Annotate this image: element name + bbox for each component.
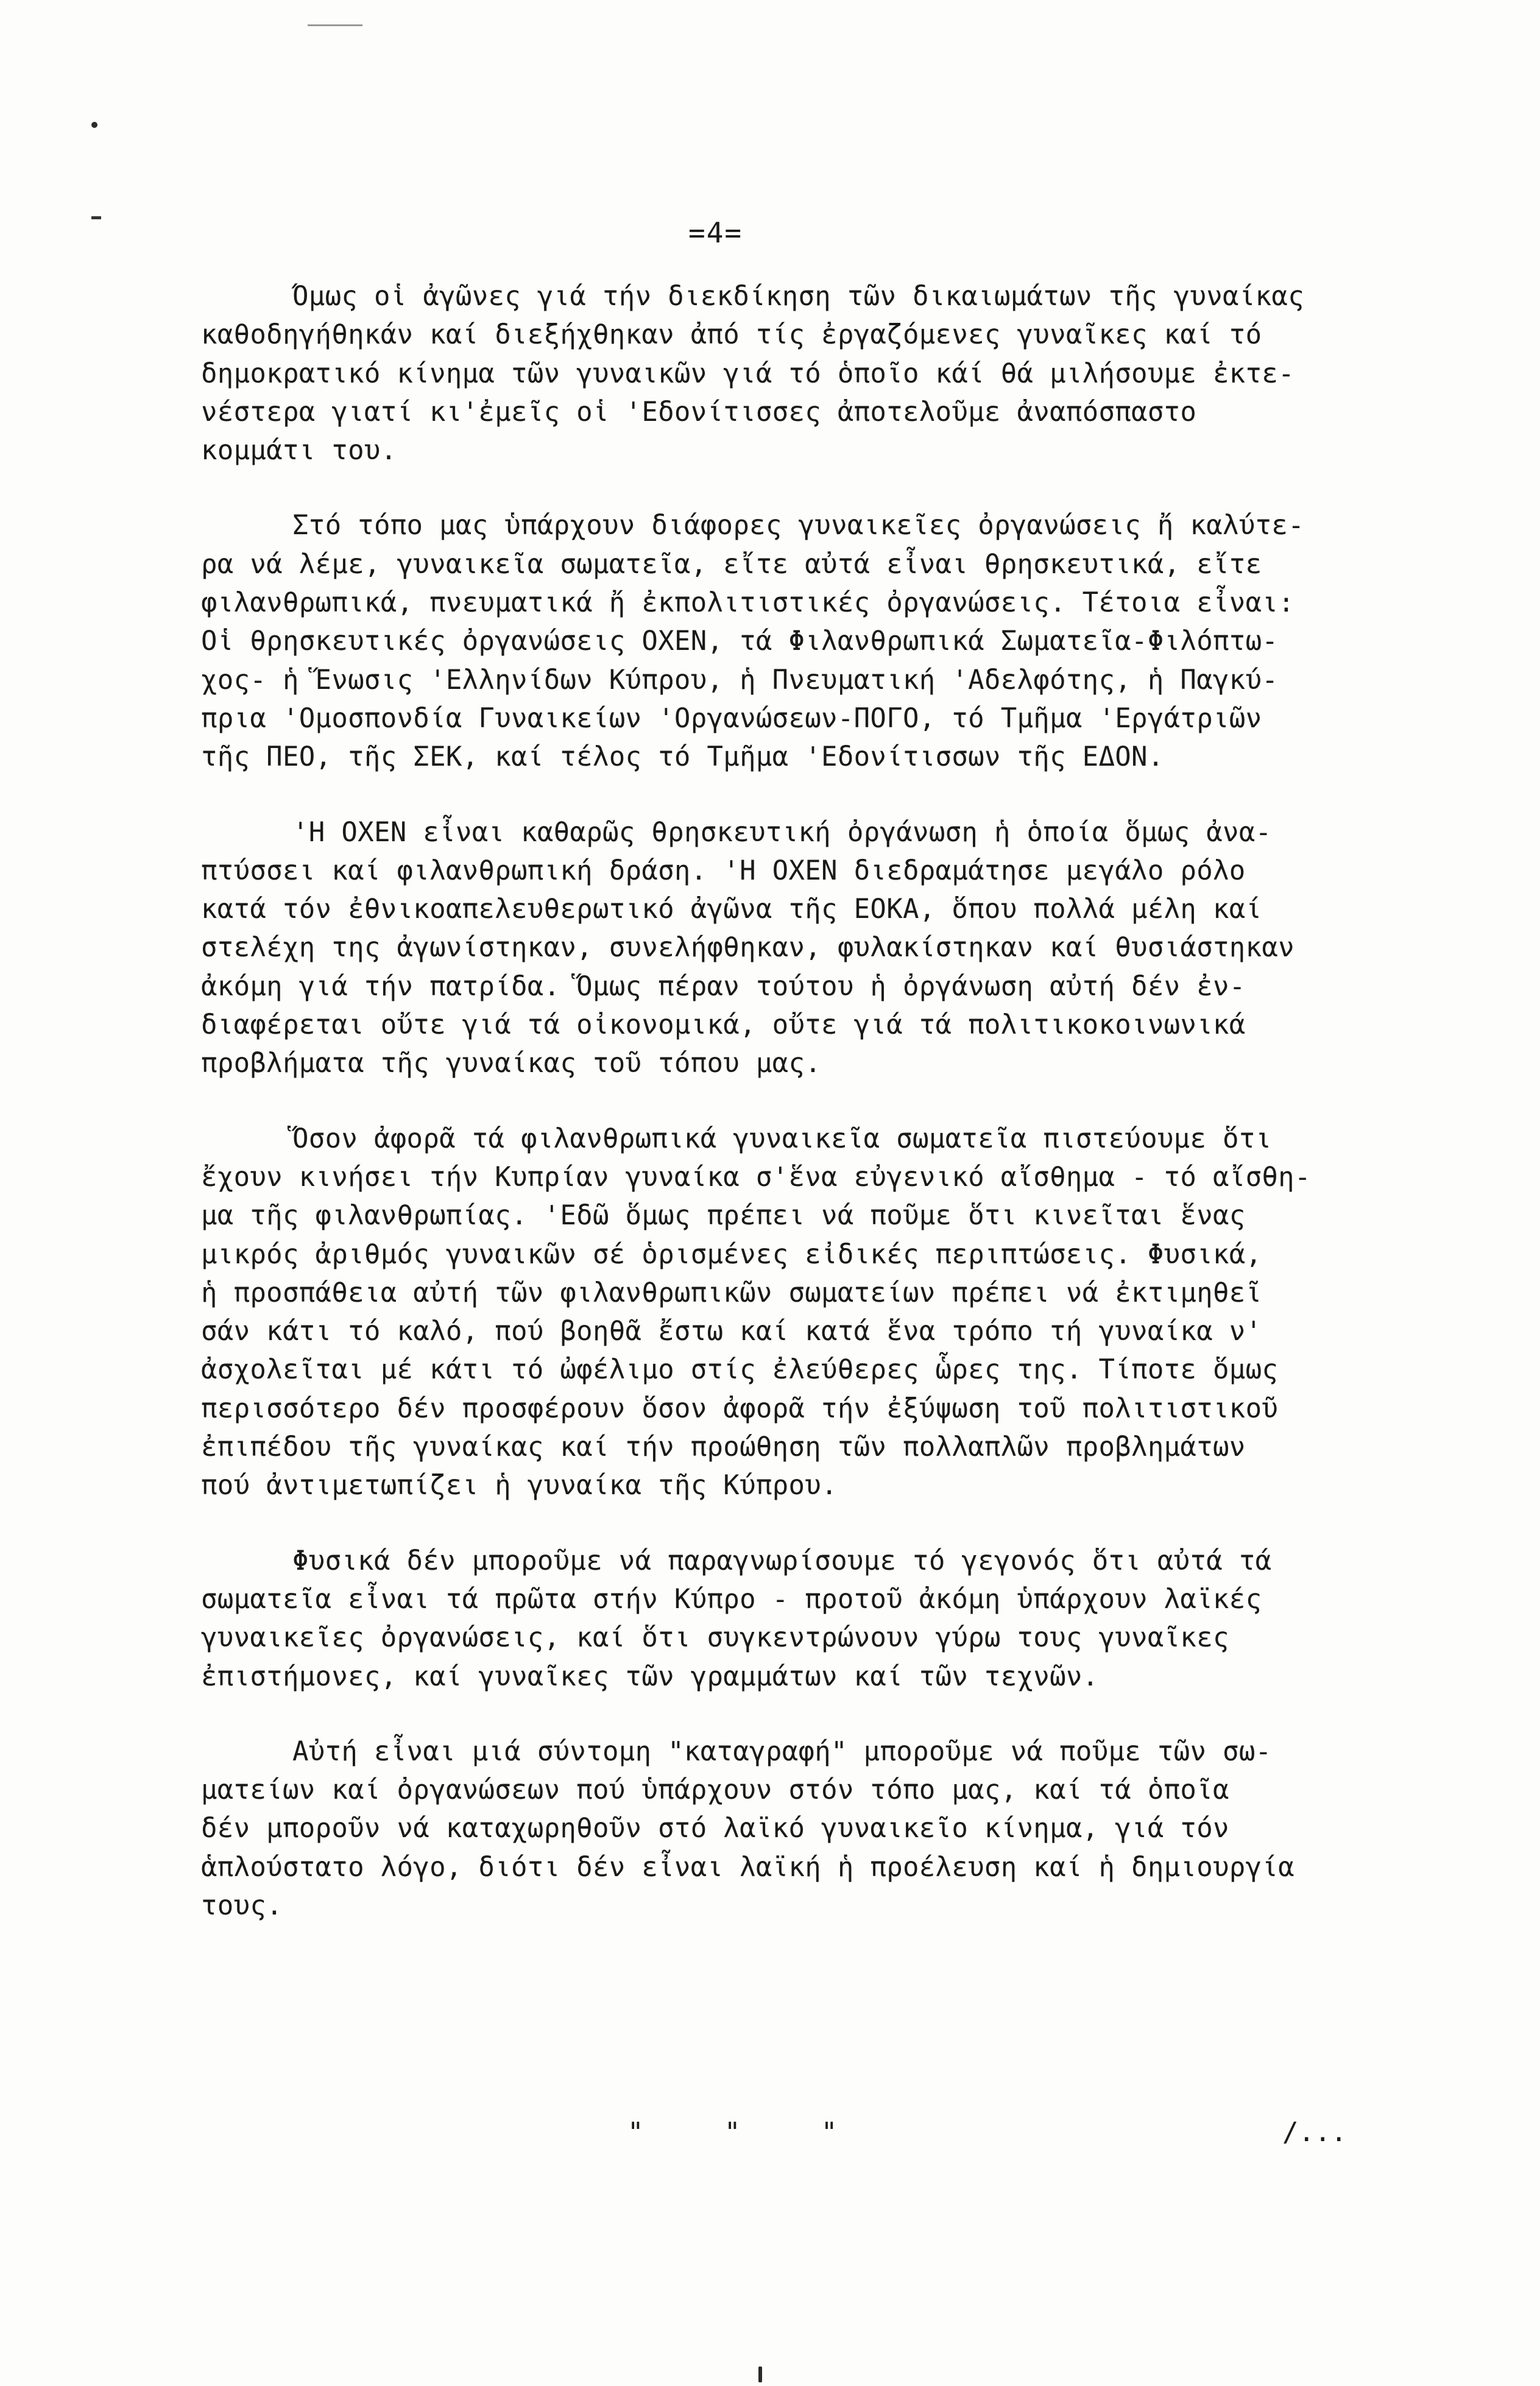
text-line: Αὐτή εἶναι μιά σύντομη "καταγραφή" μποροῦμε νά ποῦμε τῶν σω- — [292, 1735, 1272, 1767]
text-line: δημοκρατικό κίνημα τῶν γυναικῶν γιά τό ὁποῖο κάί θά μιλήσουμε ἐκτε- — [201, 358, 1295, 389]
paragraph-organizations — [201, 506, 1432, 776]
text-line: φιλανθρωπικά, πνευματικά ἤ ἐκπολιτιστικές ὀργανώσεις. Τέτοια εἶναι: — [201, 587, 1295, 619]
text-line: ἐπιστήμονες, καί γυναῖκες τῶν γραμμάτων καί τῶν τεχνῶν. — [201, 1661, 1099, 1692]
paragraph-summary — [201, 1732, 1432, 1925]
scan-mark — [91, 216, 101, 219]
scan-mark — [308, 24, 362, 26]
page-number: =4= — [688, 216, 743, 249]
text-line: καθοδηγήθηκάν καί διεξήχθηκαν ἀπό τίς ἐργαζόμενες γυναῖκες καί τό — [201, 319, 1262, 351]
text-line: μικρός ἀριθμός γυναικῶν σέ ὁρισμένες εἰδικές περιπτώσεις. Φυσικά, — [201, 1238, 1262, 1270]
closing-marks: " " " — [627, 2117, 838, 2148]
text-line: ἔχουν κινήσει τήν Κυπρίαν γυναίκα σ'ἕνα εὐγενικό αἴσθημα - τό αἴσθη- — [201, 1161, 1311, 1193]
paragraph-recognition — [201, 1542, 1432, 1696]
text-line: Όμως οἱ ἀγῶνες γιά τήν διεκδίκηση τῶν δικαιωμάτων τῆς γυναίκας — [292, 281, 1304, 312]
text-line: 'Η ΟΧΕΝ εἶναι καθαρῶς θρησκευτική ὀργάνωση ἡ ὁποία ὅμως ἀνα- — [292, 816, 1272, 848]
body-text — [201, 277, 1432, 1961]
text-line: περισσότερο δέν προσφέρουν ὅσον ἀφορᾶ τήν ἐξύψωση τοῦ πολιτιστικοῦ — [201, 1392, 1279, 1424]
scan-speck — [758, 2367, 762, 2382]
scan-speck — [91, 122, 97, 128]
text-line: διαφέρεται οὔτε γιά τά οἰκονομικά, οὔτε γιά τά πολιτικοκοινωνικά — [201, 1009, 1246, 1041]
text-line: προβλήματα τῆς γυναίκας τοῦ τόπου μας. — [201, 1048, 822, 1079]
text-line: χος- ἡ Ἕνωσις 'Ελληνίδων Κύπρου, ἡ Πνευματική 'Αδελφότης, ἡ Παγκύ- — [201, 664, 1279, 696]
paragraph-oxen — [201, 813, 1432, 1083]
text-line: ρα νά λέμε, γυναικεῖα σωματεῖα, εἴτε αὐτά εἶναι θρησκευτικά, εἴτε — [201, 548, 1262, 580]
continuation-marker: /... — [1282, 2117, 1347, 2148]
text-line: ἡ προσπάθεια αὐτή τῶν φιλανθρωπικῶν σωματείων πρέπει νά ἐκτιμηθεῖ — [201, 1277, 1262, 1308]
paragraph-struggles — [201, 277, 1432, 470]
text-line: πού ἀντιμετωπίζει ἡ γυναίκα τῆς Κύπρου. — [201, 1470, 838, 1502]
paragraph-charity — [201, 1120, 1432, 1505]
text-line: τους. — [201, 1890, 283, 1921]
text-line: ἐπιπέδου τῆς γυναίκας καί τήν προώθηση τῶν πολλαπλῶν προβλημάτων — [201, 1431, 1246, 1463]
text-line: ἀσχολεῖται μέ κάτι τό ὠφέλιμο στίς ἐλεύθερες ὧρες της. Τίποτε ὅμως — [201, 1354, 1279, 1386]
text-line: κομμάτι του. — [201, 435, 397, 467]
text-line: γυναικεῖες ὀργανώσεις, καί ὅτι συγκεντρώνουν γύρω τους γυναῖκες — [201, 1622, 1229, 1654]
text-line: Ὅσον ἀφορᾶ τά φιλανθρωπικά γυναικεῖα σωματεῖα πιστεύουμε ὅτι — [292, 1123, 1272, 1154]
text-line: δέν μποροῦν νά καταχωρηθοῦν στό λαϊκό γυναικεῖο κίνημα, γιά τόν — [201, 1813, 1229, 1844]
text-line: Οἱ θρησκευτικές ὀργανώσεις ΟΧΕΝ, τά Φιλανθρωπικά Σωματεῖα-Φιλόπτω- — [201, 626, 1279, 657]
text-line: μα τῆς φιλανθρωπίας. 'Εδῶ ὅμως πρέπει νά ποῦμε ὅτι κινεῖται ἕνας — [201, 1200, 1246, 1232]
text-line: νέστερα γιατί κι'ἐμεῖς οἱ 'Εδονίτισσες ἀποτελοῦμε ἀναπόσπαστο — [201, 396, 1197, 428]
text-line: ματείων καί ὀργανώσεων πού ὑπάρχουν στόν τόπο μας, καί τά ὁποῖα — [201, 1774, 1229, 1806]
text-line: ἀκόμη γιά τήν πατρίδα. Ὅμως πέραν τούτου ἡ ὀργάνωση αὐτή δέν ἐν- — [201, 970, 1246, 1002]
text-line: κατά τόν ἐθνικοαπελευθερωτικό ἀγῶνα τῆς ΕΟΚΑ, ὅπου πολλά μέλη καί — [201, 894, 1262, 925]
text-line: πρια 'Ομοσπονδία Γυναικείων 'Οργανώσεων-ΠΟΓΟ, τό Τμῆμα 'Εργάτριῶν — [201, 702, 1262, 734]
text-line: στελέχη της ἀγωνίστηκαν, συνελήφθηκαν, φυλακίστηκαν καί θυσιάστηκαν — [201, 932, 1295, 964]
text-line: Φυσικά δέν μποροῦμε νά παραγνωρίσουμε τό γεγονός ὅτι αὐτά τά — [292, 1545, 1272, 1576]
text-line: ἁπλούστατο λόγο, διότι δέν εἶναι λαϊκή ἡ προέλευση καί ἡ δημιουργία — [201, 1851, 1295, 1883]
text-line: σωματεῖα εἶναι τά πρῶτα στήν Κύπρο - προτοῦ ἀκόμη ὑπάρχουν λαϊκές — [201, 1583, 1262, 1615]
text-line: Στό τόπο μας ὑπάρχουν διάφορες γυναικεῖες ὀργανώσεις ἤ καλύτε- — [292, 510, 1304, 542]
text-line: τῆς ΠΕΟ, τῆς ΣΕΚ, καί τέλος τό Τμῆμα 'Εδονίτισσων τῆς ΕΔΟΝ. — [201, 741, 1164, 773]
text-line: σάν κάτι τό καλό, πού βοηθᾶ ἔστω καί κατά ἕνα τρόπο τή γυναίκα ν' — [201, 1316, 1262, 1347]
text-line: πτύσσει καί φιλανθρωπική δράση. 'Η ΟΧΕΝ διεδραμάτησε μεγάλο ρόλο — [201, 855, 1246, 886]
